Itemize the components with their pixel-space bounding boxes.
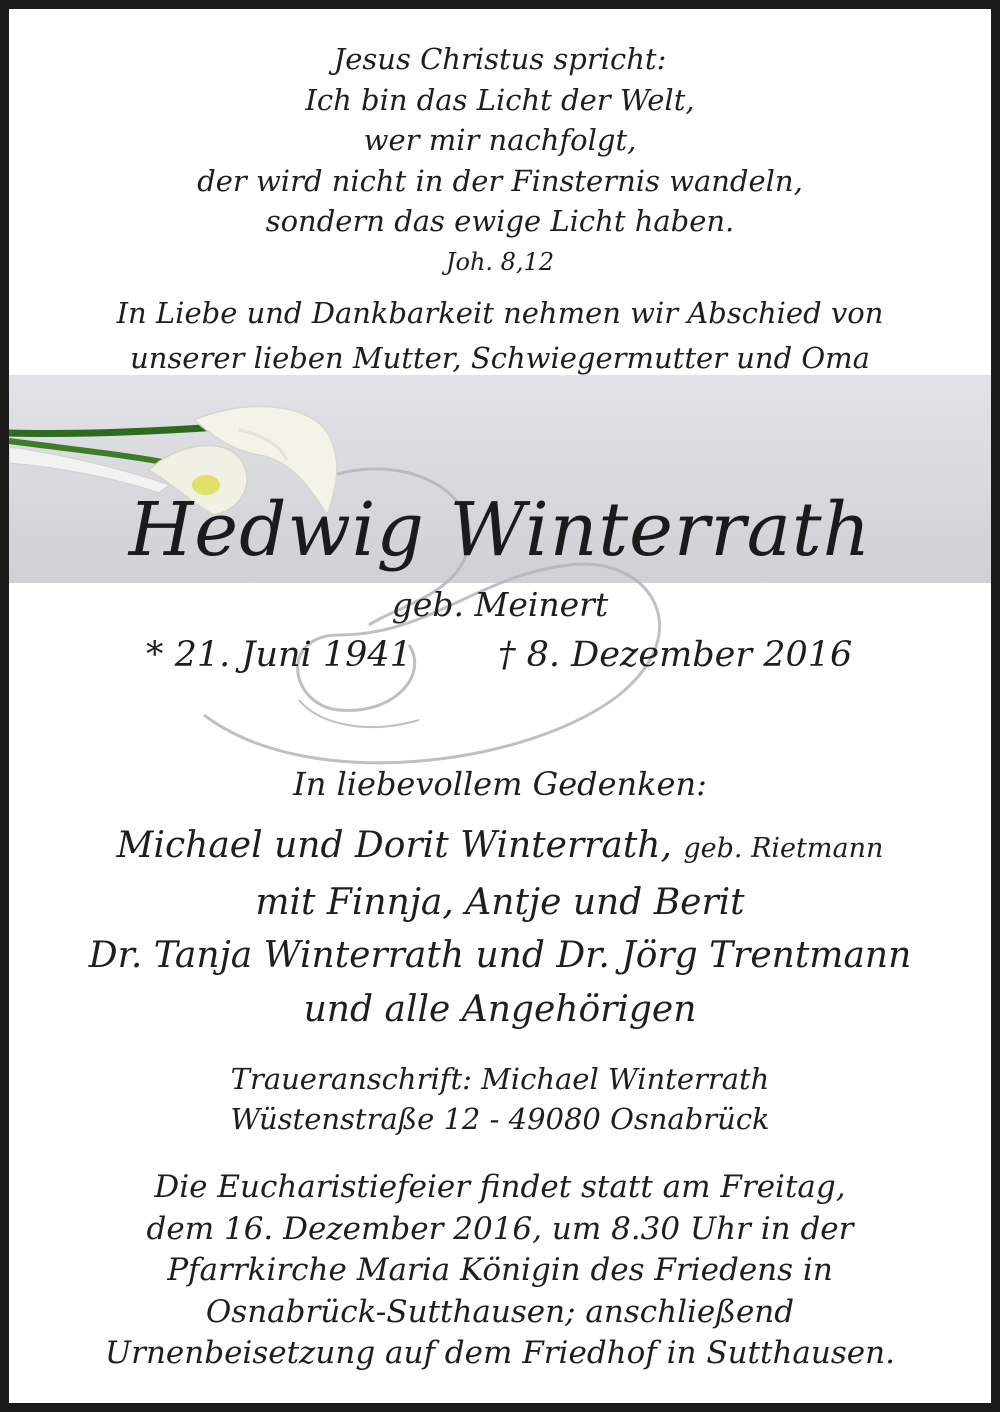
service-line: Die Eucharistiefeier findet statt am Freitag, (154, 1169, 846, 1205)
address-line: Traueranschrift: Michael Winterrath (230, 1062, 770, 1096)
birth-date: * 21. Juni 1941 (146, 635, 412, 675)
farewell-intro (9, 291, 991, 381)
mourner-line: mit Finnja, Antje und Berit (255, 881, 745, 923)
service-line: Pfarrkirche Maria Königin des Friedens in (167, 1252, 833, 1288)
mourning-address (9, 1059, 991, 1139)
mourner-birth-name: geb. Rietmann (683, 833, 884, 864)
verse-line: Ich bin das Licht der Welt, (305, 82, 695, 117)
bible-verse (9, 39, 991, 282)
mourner-line: und alle Angehörigen (303, 988, 697, 1030)
deceased-name: Hedwig Winterrath (128, 487, 872, 573)
verse-line: Jesus Christus spricht: (333, 42, 667, 76)
verse-line: der wird nicht in der Finsternis wandeln, (197, 163, 803, 198)
verse-line: sondern das ewige Licht haben. (265, 204, 735, 238)
mourner-main: Michael und Dorit Winterrath, (116, 825, 672, 866)
service-line: dem 16. Dezember 2016, um 8.30 Uhr in der (146, 1210, 854, 1247)
service-line: Osnabrück-Sutthausen; anschließend (205, 1293, 795, 1330)
intro-line: unserer lieben Mutter, Schwiegermutter und Oma (130, 341, 870, 375)
mourners-list (9, 819, 991, 1036)
life-dates (9, 635, 991, 685)
memorial-heading: In liebevollem Gedenken: (293, 765, 707, 803)
death-date: † 8. Dezember 2016 (498, 635, 853, 675)
verse-reference: Joh. 8,12 (445, 247, 555, 276)
mourner-line: Dr. Tanja Winterrath und Dr. Jörg Trentmann (88, 935, 912, 976)
verse-line: wer mir nachfolgt, (363, 123, 637, 157)
address-line: Wüstenstraße 12 - 49080 Osnabrück (230, 1102, 770, 1136)
mourner-line (9, 819, 991, 876)
service-line: Urnenbeisetzung auf dem Friedhof in Sutthausen. (105, 1335, 895, 1371)
service-details (9, 1167, 991, 1375)
intro-line: In Liebe und Dankbarkeit nehmen wir Abschied von (116, 296, 884, 330)
birth-name: geb. Meinert (391, 585, 609, 624)
